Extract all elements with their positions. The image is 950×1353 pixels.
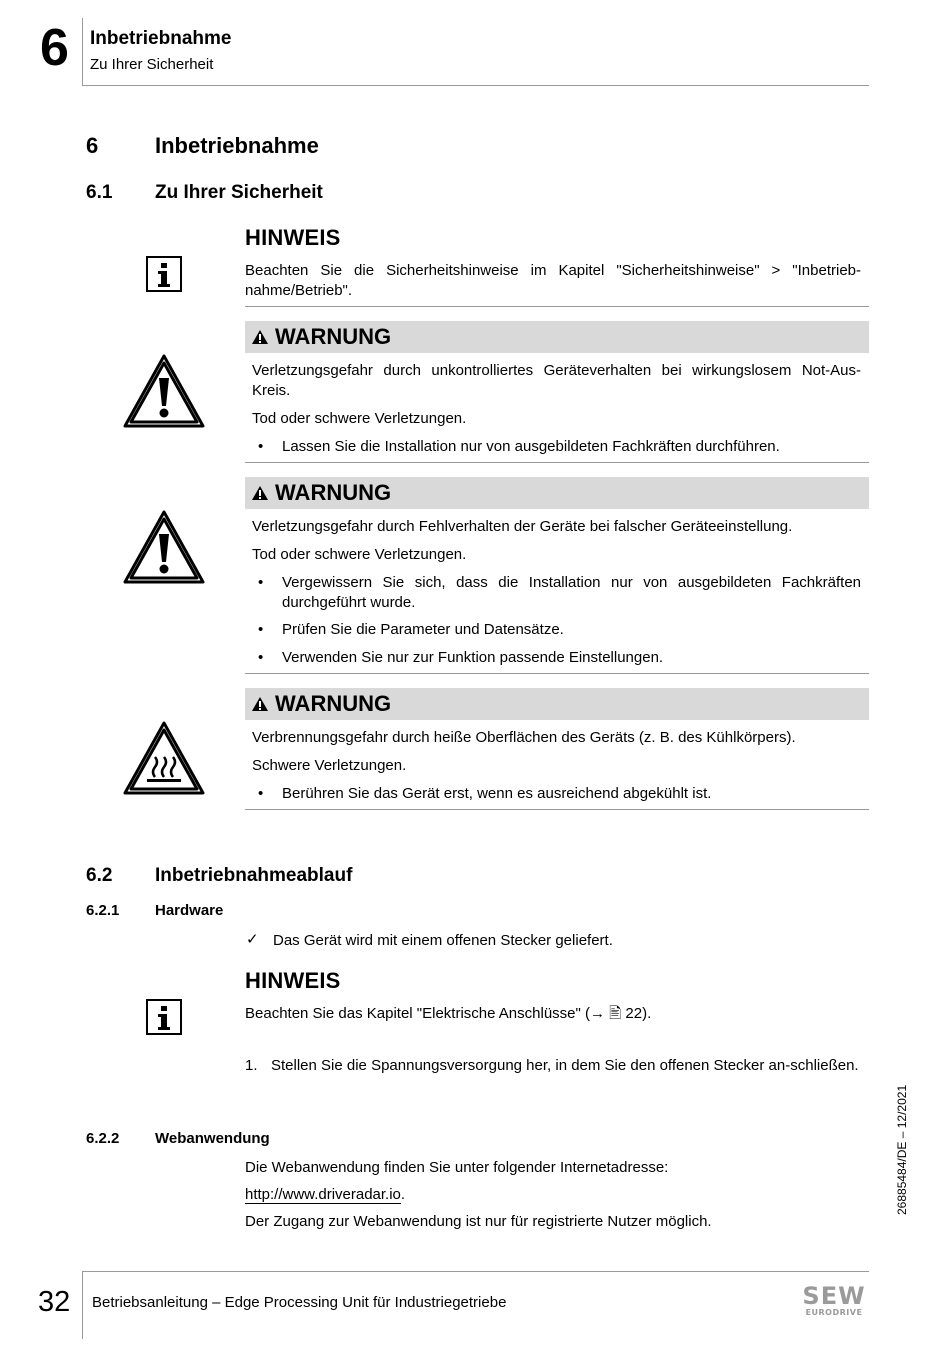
warning-rule (245, 673, 869, 674)
warning-bar (245, 321, 869, 353)
subsubsection-title: Webanwendung (155, 1130, 270, 1147)
info-icon (146, 256, 182, 297)
subsubsection-title: Hardware (155, 902, 224, 919)
subsection-number: 6.2 (86, 865, 113, 886)
warning-hazard: Verletzungsgefahr durch Fehlverhalten der Geräte bei falscher Geräteeinstellung. (252, 518, 793, 535)
hot-surface-icon (123, 721, 205, 800)
warning-consequence: Tod oder schwere Verletzungen. (252, 546, 467, 563)
warning-small-icon (251, 485, 269, 501)
warning-small-icon (251, 696, 269, 712)
running-subtitle: Zu Ihrer Sicherheit (90, 56, 214, 73)
logo-sub: EURODRIVE (805, 1308, 863, 1317)
document-id: 26885484/DE – 12/2021 (895, 1084, 909, 1215)
check-icon: ✓ (246, 931, 259, 948)
subsection-title: Zu Ihrer Sicherheit (155, 182, 323, 203)
warning-hazard: Verbrennungsgefahr durch heiße Oberflächen des Geräts (z. B. des Kühlkörpers). (252, 729, 796, 746)
note-rule (245, 306, 869, 307)
warning-triangle-icon (123, 510, 205, 589)
warning-rule (245, 809, 869, 810)
footer-rule (82, 1271, 869, 1272)
header-divider (82, 18, 83, 86)
warning-measure: • Prüfen Sie die Parameter und Datensätze. (258, 621, 564, 638)
webapp-link[interactable]: http://www.driveradar.io (245, 1186, 401, 1203)
warning-small-icon (251, 329, 269, 345)
chapter-number: 6 (40, 19, 69, 77)
warning-bar (245, 477, 869, 509)
webapp-access-note: Der Zugang zur Webanwendung ist nur für registrierte Nutzer möglich. (245, 1213, 712, 1230)
step-number: 1. (245, 1057, 258, 1074)
warning-title: WARNUNG (275, 480, 392, 505)
sew-logo (798, 1284, 870, 1317)
subsubsection-number: 6.2.1 (86, 902, 120, 919)
running-title: Inbetriebnahme (90, 28, 232, 49)
note-title: HINWEIS (245, 225, 341, 250)
footer-doc-title: Betriebsanleitung – Edge Processing Unit für Industriegetriebe (92, 1294, 507, 1311)
section-title: Inbetriebnahme (155, 133, 319, 158)
note-text[interactable]: Beachten Sie das Kapitel "Elektrische Anschlüsse" (→ 🖹 22). (245, 1005, 652, 1022)
warning-triangle-icon (123, 354, 205, 433)
warning-consequence: Tod oder schwere Verletzungen. (252, 410, 467, 427)
warning-measure: • Vergewissern Sie sich, dass die Installation nur von ausgebildeten Fachkräften durchgeführt wurde. (258, 574, 861, 611)
webapp-intro: Die Webanwendung finden Sie unter folgender Internetadresse: (245, 1159, 669, 1176)
webapp-url-line: http://www.driveradar.io. (245, 1186, 406, 1203)
subsection-title: Inbetriebnahmeablauf (155, 865, 353, 886)
warning-hazard: Verletzungsgefahr durch unkontrolliertes Geräteverhalten bei wirkungslosem Not-Aus-Kreis. (252, 362, 861, 399)
warning-rule (245, 462, 869, 463)
warning-consequence: Schwere Verletzungen. (252, 757, 407, 774)
note-text: Beachten Sie die Sicherheitshinweise im Kapitel "Sicherheitshinweise" > "Inbetrieb-nahme/Betrieb". (245, 262, 861, 299)
warning-measure: • Berühren Sie das Gerät erst, wenn es ausreichend abgekühlt ist. (258, 785, 712, 802)
warning-measure: • Lassen Sie die Installation nur von ausgebildeten Fachkräften durchführen. (258, 438, 780, 455)
logo-main: SEW (802, 1282, 866, 1310)
warning-bar (245, 688, 869, 720)
page-number: 32 (38, 1286, 71, 1318)
precondition-text: Das Gerät wird mit einem offenen Stecker geliefert. (273, 932, 613, 949)
subsection-number: 6.1 (86, 182, 113, 203)
note-title: HINWEIS (245, 968, 341, 993)
header-rule (82, 85, 869, 86)
warning-title: WARNUNG (275, 324, 392, 349)
footer-divider (82, 1271, 83, 1339)
step-text: Stellen Sie die Spannungsversorgung her, in dem Sie den offenen Stecker an-schließen. (271, 1057, 859, 1074)
section-number: 6 (86, 133, 99, 158)
warning-measure: • Verwenden Sie nur zur Funktion passende Einstellungen. (258, 649, 664, 666)
subsubsection-number: 6.2.2 (86, 1130, 120, 1147)
info-icon (146, 999, 182, 1040)
warning-title: WARNUNG (275, 691, 392, 716)
